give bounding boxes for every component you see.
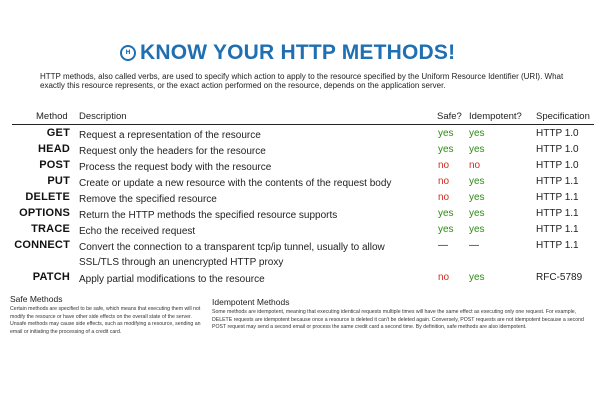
- safe-value: no: [438, 192, 450, 203]
- table-row: [0, 175, 600, 191]
- header-specification: Specification: [536, 111, 590, 122]
- method-name: POST: [39, 159, 70, 171]
- table-row: [0, 191, 600, 207]
- page-title: [120, 40, 455, 66]
- spec-value: HTTP 1.1: [536, 240, 579, 251]
- spec-value: RFC-5789: [536, 272, 583, 283]
- header-divider: [12, 124, 594, 125]
- spec-value: HTTP 1.1: [536, 176, 579, 187]
- method-description: Apply partial modifications to the resource: [79, 274, 265, 285]
- header-idempotent: Idempotent?: [469, 111, 522, 122]
- safe-methods-title: Safe Methods: [10, 294, 63, 304]
- table-row: [0, 239, 600, 271]
- idempotent-value: yes: [469, 192, 485, 203]
- safe-value: no: [438, 176, 450, 187]
- method-description: Request only the headers for the resource: [79, 146, 266, 157]
- method-name: PATCH: [32, 271, 70, 283]
- safe-value: yes: [438, 128, 454, 139]
- table-row: [0, 143, 600, 159]
- method-description: Convert the connection to a transparent tcp/ip tunnel, usually to allow SSL/TLS through an unencrypted HTTP proxy: [79, 242, 385, 268]
- spec-value: HTTP 1.1: [536, 224, 579, 235]
- method-description: Echo the received request: [79, 226, 196, 237]
- idempotent-value: —: [469, 240, 479, 251]
- idempotent-value: yes: [469, 208, 485, 219]
- method-description: Process the request body with the resource: [79, 162, 272, 173]
- idempotent-value: yes: [469, 144, 485, 155]
- spec-value: HTTP 1.1: [536, 208, 579, 219]
- idempotent-value: no: [469, 160, 481, 171]
- table-row: [0, 159, 600, 175]
- method-name: DELETE: [25, 191, 70, 203]
- method-name: HEAD: [38, 143, 70, 155]
- method-description: Return the HTTP methods the specified resource supports: [79, 210, 338, 221]
- safe-methods-text: Certain methods are specified to be safe, which means that executing them will not modify the resource or have other side effects on the overall state of the server. Unsafe methods may cause side effects, such as modifying a resource, sending an email or initiating the processing of a credit card.: [10, 306, 201, 335]
- safe-value: no: [438, 160, 450, 171]
- method-name: PUT: [47, 175, 70, 187]
- table-row: [0, 271, 600, 287]
- header-safe: Safe?: [437, 111, 462, 122]
- safe-value: no: [438, 272, 450, 283]
- method-name: CONNECT: [14, 239, 70, 251]
- page-title-text: KNOW YOUR HTTP METHODS!: [140, 41, 456, 64]
- method-description: Remove the specified resource: [79, 194, 217, 205]
- header-method: Method: [36, 111, 68, 122]
- safe-value: yes: [438, 224, 454, 235]
- method-name: TRACE: [31, 223, 70, 235]
- spec-value: HTTP 1.0: [536, 144, 579, 155]
- idempotent-value: yes: [469, 224, 485, 235]
- table-row: [0, 207, 600, 223]
- spec-value: HTTP 1.0: [536, 128, 579, 139]
- method-name: GET: [46, 127, 70, 139]
- spec-value: HTTP 1.1: [536, 192, 579, 203]
- idempotent-value: yes: [469, 128, 485, 139]
- http-logo-icon: H: [120, 45, 136, 61]
- method-description: Request a representation of the resource: [79, 130, 261, 141]
- idempotent-methods-text: Some methods are idempotent, meaning that executing identical requests multiple times will have the same effect as executing only one request. For example, DELETE requests are idempotent because once a resource is deleted it can't be deleted again. Conversely, POST requests are not idempotent because a second POST request may send a second email or process the same credit card a second time. By definition, safe methods are also idempotent.: [212, 309, 584, 331]
- methods-table: [0, 127, 600, 287]
- table-header: [0, 111, 600, 123]
- header-description: Description: [79, 111, 127, 122]
- method-description: Create or update a new resource with the contents of the request body: [79, 178, 392, 189]
- safe-value: yes: [438, 208, 454, 219]
- idempotent-methods-title: Idempotent Methods: [212, 297, 290, 307]
- table-row: [0, 127, 600, 143]
- safe-value: —: [438, 240, 448, 251]
- spec-value: HTTP 1.0: [536, 160, 579, 171]
- table-row: [0, 223, 600, 239]
- method-name: OPTIONS: [19, 207, 70, 219]
- idempotent-value: yes: [469, 176, 485, 187]
- idempotent-value: yes: [469, 272, 485, 283]
- intro-paragraph: HTTP methods, also called verbs, are used to specify which action to apply to the resource specified by the Uniform Resource Identifier (URI). What exactly this resource represents, or the exact action performed on the resource, depends on the application server.: [40, 72, 564, 90]
- safe-value: yes: [438, 144, 454, 155]
